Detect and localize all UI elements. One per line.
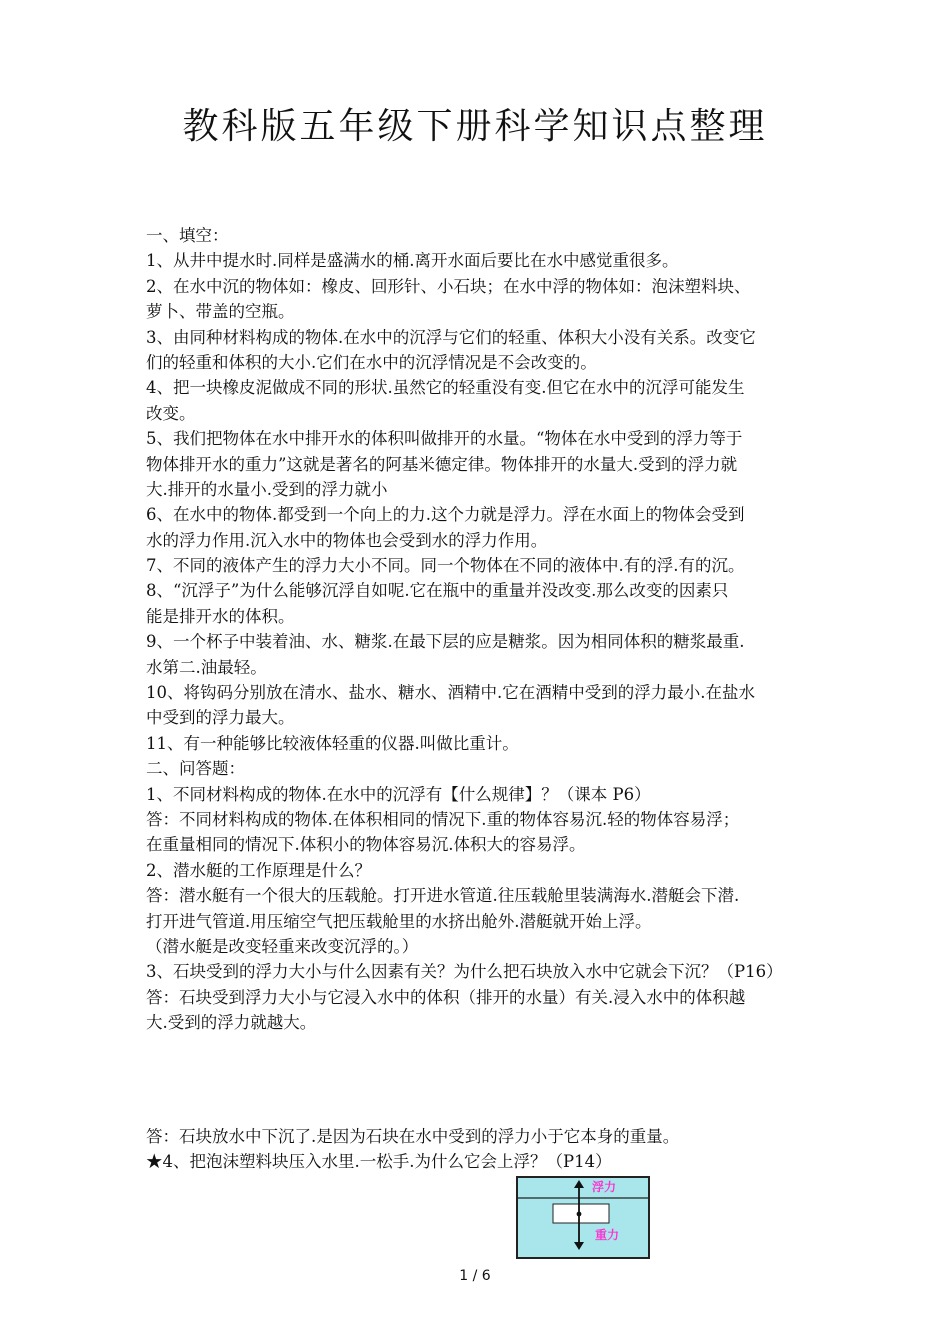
text-line: 答：潜水艇有一个很大的压载舱。打开进水管道.往压载舱里装满海水.潜艇会下潜. <box>146 886 740 906</box>
text-line: 大.受到的浮力就越大。 <box>146 1013 317 1033</box>
text-line: 大.排开的水量小.受到的浮力就小 <box>146 479 388 499</box>
text-line: 二、问答题： <box>146 759 245 779</box>
buoyancy-diagram-svg <box>518 1178 648 1257</box>
text-line: 们的轻重和体积的大小.它们在水中的沉浮情况是不会改变的。 <box>146 352 597 372</box>
page-title: 教科版五年级下册科学知识点整理 <box>182 106 768 147</box>
page-number: 1 / 6 <box>459 1268 491 1284</box>
text-line: 6、在水中的物体.都受到一个向上的力.这个力就是浮力。浮在水面上的物体会受到 <box>146 505 745 525</box>
text-line: 3、由同种材料构成的物体.在水中的沉浮与它们的轻重、体积大小没有关系。改变它 <box>146 327 756 347</box>
buoyancy-diagram <box>516 1176 650 1259</box>
buoyancy-arrow-head <box>574 1180 584 1188</box>
text-line: 2、在水中沉的物体如：橡皮、回形针、小石块；在水中浮的物体如：泡沫塑料块、 <box>146 276 751 296</box>
text-line: 答：不同材料构成的物体.在体积相同的情况下.重的物体容易沉.轻的物体容易浮； <box>146 809 740 829</box>
text-line: 1、从井中提水时.同样是盛满水的桶.离开水面后要比在水中感觉重很多。 <box>146 251 679 271</box>
text-line: 10、将钩码分别放在清水、盐水、糖水、酒精中.它在酒精中受到的浮力最小.在盐水 <box>146 683 755 703</box>
text-line: 11、有一种能够比较液体轻重的仪器.叫做比重计。 <box>146 733 519 753</box>
text-line: ★4、把泡沫塑料块压入水里.一松手.为什么它会上浮？（P14） <box>146 1151 612 1171</box>
text-line: （潜水艇是改变轻重来改变沉浮的。） <box>146 936 419 956</box>
text-line: 5、我们把物体在水中排开水的体积叫做排开的水量。“物体在水中受到的浮力等于 <box>146 429 743 449</box>
text-line: 4、把一块橡皮泥做成不同的形状.虽然它的轻重没有变.但它在水中的沉浮可能发生 <box>146 378 745 398</box>
text-line: 7、不同的液体产生的浮力大小不同。同一个物体在不同的液体中.有的浮.有的沉。 <box>146 556 745 576</box>
center-point <box>577 1212 582 1217</box>
text-line: 9、一个杯子中装着油、水、糖浆.在最下层的应是糖浆。因为相同体积的糖浆最重. <box>146 632 745 652</box>
text-line: 中受到的浮力最大。 <box>146 708 295 728</box>
text-line: 一、填空： <box>146 226 229 245</box>
text-line: 3、石块受到的浮力大小与什么因素有关？为什么把石块放入水中它就会下沉？（P16） <box>146 962 783 982</box>
text-line: 萝卜、带盖的空瓶。 <box>146 302 295 322</box>
buoyancy-label: 浮力 <box>592 1180 617 1194</box>
gravity-label: 重力 <box>595 1228 620 1242</box>
text-block-continued <box>146 1124 886 1175</box>
text-line: 物体排开水的重力”这就是著名的阿基米德定律。物体排开的水量大.受到的浮力就 <box>146 454 738 474</box>
text-line: 答：石块受到浮力大小与它浸入水中的体积（排开的水量）有关.浸入水中的体积越 <box>146 987 746 1007</box>
text-line: 1、不同材料构成的物体.在水中的沉浮有【什么规律】？（课本 P6） <box>146 784 651 804</box>
text-line: 水的浮力作用.沉入水中的物体也会受到水的浮力作用。 <box>146 530 548 550</box>
text-line: 2、潜水艇的工作原理是什么？ <box>146 860 371 880</box>
document-body <box>146 223 886 1174</box>
text-line: 在重量相同的情况下.体积小的物体容易沉.体积大的容易浮。 <box>146 835 586 855</box>
text-line: 8、“沉浮子”为什么能够沉浮自如呢.它在瓶中的重量并没改变.那么改变的因素只 <box>146 581 729 601</box>
text-line: 答：石块放水中下沉了.是因为石块在水中受到的浮力小于它本身的重量。 <box>146 1126 680 1146</box>
blank-gap <box>146 1036 886 1124</box>
text-line: 打开进气管道.用压缩空气把压载舱里的水挤出舱外.潜艇就开始上浮。 <box>146 911 652 931</box>
text-block-main <box>146 223 886 1036</box>
gravity-arrow-head <box>574 1242 584 1250</box>
text-line: 水第二.油最轻。 <box>146 657 267 677</box>
text-line: 改变。 <box>146 403 196 423</box>
text-line: 能是排开水的体积。 <box>146 606 295 626</box>
